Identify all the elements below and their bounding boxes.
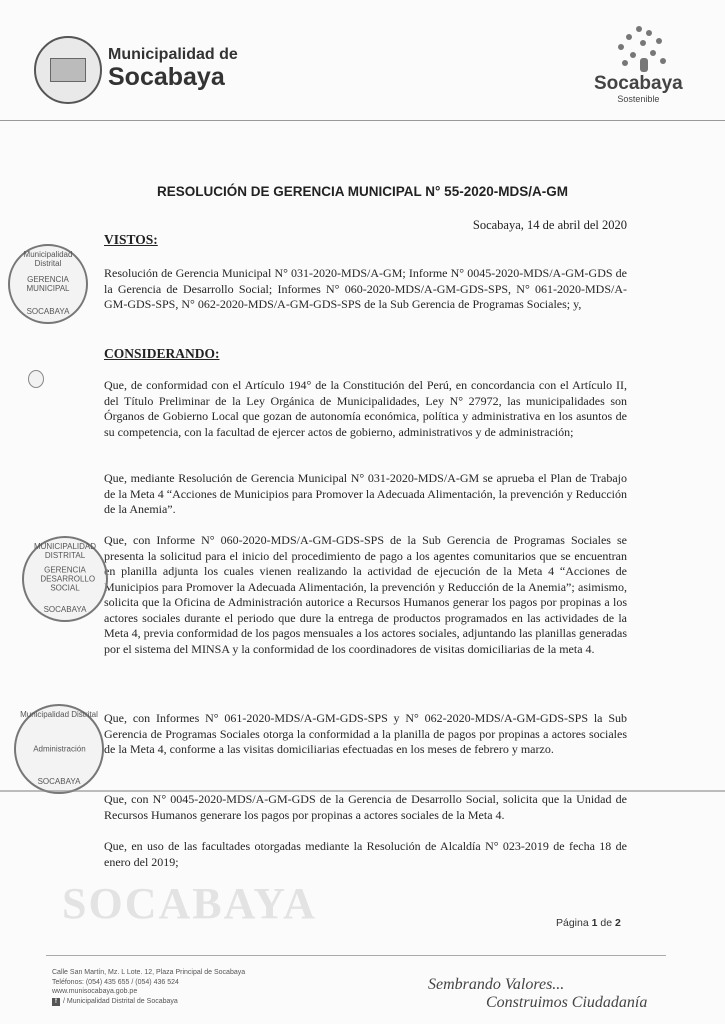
seal-bottom-text: SOCABAYA — [26, 307, 70, 316]
header-divider — [0, 120, 725, 121]
slogan-line1: Sembrando Valores... — [428, 976, 565, 993]
gerencia-municipal-seal — [8, 244, 88, 324]
binder-hole — [28, 370, 44, 388]
page-label: Página — [556, 917, 589, 929]
brand-subtitle: Sostenible — [617, 94, 660, 104]
footer-contact — [52, 968, 245, 1006]
page-number — [556, 917, 621, 929]
municipality-name-line2: Socabaya — [108, 63, 225, 91]
footer-website: www.munisocabaya.gob.pe — [52, 988, 138, 995]
footer-facebook: / Municipalidad Distrital de Socabaya — [63, 997, 178, 1005]
vistos-heading: VISTOS: — [104, 232, 158, 247]
seal-center-text: Administración — [33, 744, 86, 754]
document-date: Socabaya, 14 de abril del 2020 — [472, 218, 627, 232]
municipality-name-line1: Municipalidad de — [108, 46, 238, 63]
resolution-title: RESOLUCIÓN DE GERENCIA MUNICIPAL N° 55-2020-MDS/A-GM — [157, 184, 568, 199]
footer-slogan — [428, 976, 647, 1012]
seal-bottom-text: SOCABAYA — [43, 605, 87, 614]
administracion-seal — [14, 704, 104, 794]
considerando-heading: CONSIDERANDO: — [104, 346, 220, 361]
slogan-line2: Construimos Ciudadanía — [486, 994, 648, 1011]
page-current: 1 — [591, 917, 598, 929]
seal-center-text: GERENCIA DESARROLLO SOCIAL — [40, 565, 96, 593]
considerando-paragraph-6: Que, en uso de las facultades otorgadas mediante la Resolución de Alcaldía N° 023-2019 de fecha 18 de enero del 2019; — [104, 839, 627, 869]
seal-ring-text: MUNICIPALIDAD DISTRITAL — [33, 542, 97, 560]
footer-address: Calle San Martín, Mz. L Lote. 12, Plaza Principal de Socabaya — [52, 969, 246, 976]
municipality-name — [108, 46, 238, 90]
considerando-paragraph-3: Que, con Informe N° 060-2020-MDS/A-GM-GDS-SPS de la Sub Gerencia de Programas Sociales se presenta la solicitud para el inicio del procedimiento de pago a los agentes comunitarios que se encuentran en planilla adjunta los cuales vienen realizando la actividad de ejecución de la Meta 4 “Acciones de Municipios para Promover la Adecuada Alimentación, la prevención y Reducción de la Anemia”; asimismo, solicita que la Oficina de Administración autorice a Recursos Humanos generar los pagos por propinas a los actores sociales durante el periodo que dure la entrega de productos programados en las actividades de la Meta 4, previa conformidad de los pagos mensuales a los actores sociales, adjuntando las planillas generadas por el sistema del MINSA y la conformidad de los coordinadores de visitas domiciliarias de la meta 4. — [104, 533, 627, 656]
seal-ring-text: Municipalidad Distrital — [23, 250, 73, 268]
vistos-paragraph: Resolución de Gerencia Municipal N° 031-2020-MDS/A-GM; Informe N° 0045-2020-MDS/A-GM-GDS de la Gerencia de Desarrollo Social; Informes N° 060-2020-MDS/A-GM-GDS-SPS, N° 061-2020-MDS/A-GM-GDS-SPS, N° 062-2020-MDS/A-GM-GDS-SPS de la Sub Gerencia de Programas Sociales; y, — [104, 266, 627, 311]
socabaya-watermark: SOCABAYA — [62, 879, 317, 928]
socabaya-sostenible-logo — [616, 24, 670, 74]
considerando-paragraph-2: Que, mediante Resolución de Gerencia Municipal N° 031-2020-MDS/A-GM se aprueba el Plan de Trabajo de la Meta 4 “Acciones de Municipios para Promover la Adecuada Alimentación, la prevención y Reducción de la Anemia”. — [104, 471, 627, 516]
page-total: 2 — [615, 917, 621, 929]
footer-divider — [46, 955, 666, 956]
seal-center-text: GERENCIA MUNICIPAL — [26, 275, 70, 293]
page-of: de — [600, 917, 613, 929]
municipality-crest-logo — [34, 36, 102, 104]
desarrollo-social-seal — [22, 536, 108, 622]
footer-facebook-line — [52, 997, 245, 1007]
considerando-paragraph-1: Que, de conformidad con el Artículo 194° de la Constitución del Perú, en concordancia con el Artículo II, del Título Preliminar de la Ley Orgánica de Municipalidades, Ley N° 27972, las municipalidades son Órganos de Gobierno Local que gozan de autonomía económica, política y administrativa en los asuntos de su competencia, con la facultad de ejercer actos de gobierno, administrativos y de administración; — [104, 378, 627, 439]
brand-text — [594, 74, 683, 104]
facebook-icon: f — [52, 998, 60, 1006]
brand-name: Socabaya — [594, 73, 683, 94]
considerando-paragraph-5: Que, con N° 0045-2020-MDS/A-GM-GDS de la Gerencia de Desarrollo Social, solicita que la Unidad de Recursos Humanos generare los pagos por propinas a actores sociales de la Meta 4. — [104, 792, 627, 822]
considerando-paragraph-4: Que, con Informes N° 061-2020-MDS/A-GM-GDS-SPS y N° 062-2020-MDS/A-GM-GDS-SPS la Sub Gerencia de Programas Sociales otorga la conformidad a la planilla de pagos por propinas a actores sociales de la Meta 4, conforme a las visitas domiciliarias efectuadas en los meses de febrero y marzo. — [104, 711, 627, 756]
scan-artifact-line — [0, 790, 725, 792]
footer-phones: Teléfonos: (054) 435 655 / (054) 436 524 — [52, 978, 179, 986]
seal-ring-text: Municipalidad Distrital — [20, 710, 98, 719]
seal-bottom-text: SOCABAYA — [37, 777, 81, 786]
